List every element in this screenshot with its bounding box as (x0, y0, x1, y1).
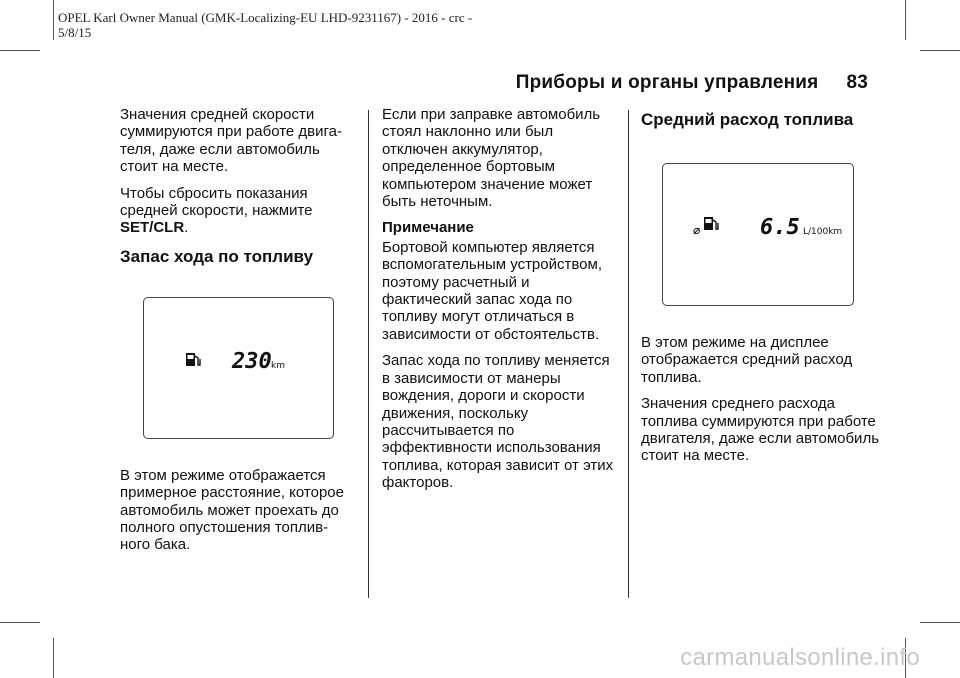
note-heading: Примечание (382, 219, 474, 237)
page-title: Приборы и органы управления (515, 72, 819, 93)
document-meta-line: OPEL Karl Owner Manual (GMK-Localizing-EU LHD-9231167) - 2016 - crc - (58, 10, 473, 25)
document-meta (58, 10, 518, 40)
page-header (516, 72, 868, 94)
button-label-set-clr: SET/CLR (120, 219, 185, 237)
right-column (641, 106, 881, 474)
section-heading-range: Запас хода по топливу (120, 246, 314, 266)
note-paragraph: Бортовой компьютер является вспомогательным устройством, поэтому расчетный и фактический запас хода по топливу могут отличаться в зависимости от обстоятельств. (382, 238, 602, 343)
paragraph-text: Чтобы сбросить показания средней скорости, нажмите (120, 184, 313, 220)
section-heading-consumption: Средний расход топлива (641, 110, 854, 129)
column-divider (628, 110, 629, 598)
middle-column (382, 106, 618, 501)
consumption-display-panel (662, 163, 854, 306)
range-display-graphic (144, 298, 335, 440)
document-meta-date: 5/8/15 (58, 25, 92, 40)
paragraph-reset (120, 185, 358, 237)
paragraph: В этом режиме отображается примерное расстояние, которое автомобиль может проехать до полного опустошения топлив-ного бака. (120, 466, 344, 554)
paragraph: Если при заправке автомобиль стоял наклонно или был отключен аккумулятор, определенное бортовым компьютером значение может быть неточным. (382, 106, 601, 211)
column-divider (368, 110, 369, 598)
paragraph: Значения средней скорости суммируются при работе двига-теля, даже если автомобиль стоит на месте. (120, 106, 343, 176)
page-number: 83 (846, 72, 868, 93)
paragraph: В этом режиме на дисплее отображается средний расход топлива. (641, 334, 853, 386)
paragraph-end: . (184, 219, 189, 237)
consumption-display-graphic (663, 164, 855, 307)
fuel-pump-icon (704, 217, 718, 230)
paragraph: Запас хода по топливу меняется в зависимости от манеры вождения, дороги и скорости движения, поскольку рассчитывается по эффективности использования топлива, которая зависит от этих факторов. (382, 352, 614, 492)
fuel-pump-icon (186, 353, 200, 366)
crop-mark (0, 50, 40, 51)
average-symbol: ⌀ (693, 223, 701, 237)
paragraph: Значения среднего расхода топлива суммируются при работе двигателя, даже если автомобиль стоит на месте. (641, 395, 880, 465)
consumption-unit: L/100km (803, 227, 843, 237)
crop-mark (920, 50, 960, 51)
crop-mark (53, 0, 54, 40)
range-display-panel (143, 297, 334, 439)
range-unit: km (271, 360, 285, 371)
watermark-text: carmanualsonline.info (680, 644, 920, 671)
crop-mark (53, 638, 54, 678)
crop-mark (0, 622, 40, 623)
crop-mark (920, 622, 960, 623)
range-value: 230 (232, 348, 272, 374)
crop-mark (905, 0, 906, 40)
left-column (120, 106, 358, 563)
consumption-value: 6.5 (760, 215, 800, 240)
